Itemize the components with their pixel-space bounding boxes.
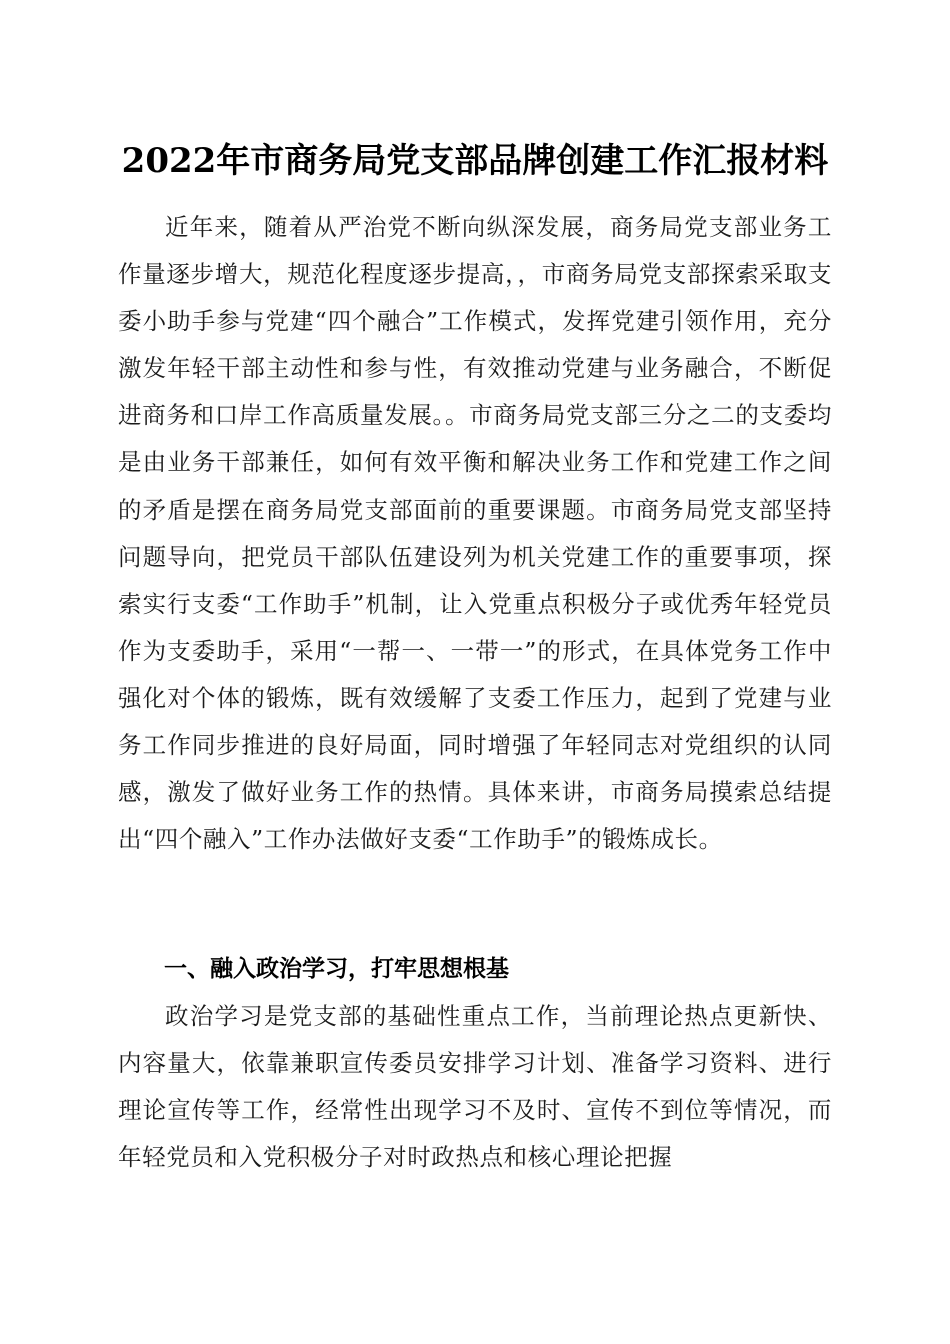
section-paragraph: 政治学习是党支部的基础性重点工作，当前理论热点更新快、内容量大，依靠兼职宣传委员安排学习计划、准备学习资料、进行理论宣传等工作，经常性出现学习不及时、宣传不到位等情况，而年轻党员和入党积极分子对时政热点和核心理论把握 (118, 1002, 832, 1172)
document-title: 2022年市商务局党支部品牌创建工作汇报材料 (121, 141, 829, 181)
section-heading: 一、融入政治学习，打牢思想根基 (164, 956, 509, 982)
intro-paragraph: 近年来，随着从严治党不断向纵深发展，商务局党支部业务工作量逐步增大，规范化程度逐步提高，，市商务局党支部探索采取支委小助手参与党建“四个融合”工作模式，发挥党建引领作用，充分激发年轻干部主动性和参与性，有效推动党建与业务融合，不断促进商务和口岸工作高质量发展。。市商务局党支部三分之二的支委均是由业务干部兼任，如何有效平衡和解决业务工作和党建工作之间的矛盾是摆在商务局党支部面前的重要课题。市商务局党支部坚持问题导向，把党员干部队伍建设列为机关党建工作的重要事项，探索实行支委“工作助手”机制，让入党重点积极分子或优秀年轻党员作为支委助手，采用“一帮一、一带一”的形式，在具体党务工作中强化对个体的锻炼，既有效缓解了支委工作压力，起到了党建与业务工作同步推进的良好局面，同时增强了年轻同志对党组织的认同感，激发了做好业务工作的热情。具体来讲，市商务局摸索总结提出“四个融入”工作办法做好支委“工作助手”的锻炼成长。 (118, 213, 832, 854)
